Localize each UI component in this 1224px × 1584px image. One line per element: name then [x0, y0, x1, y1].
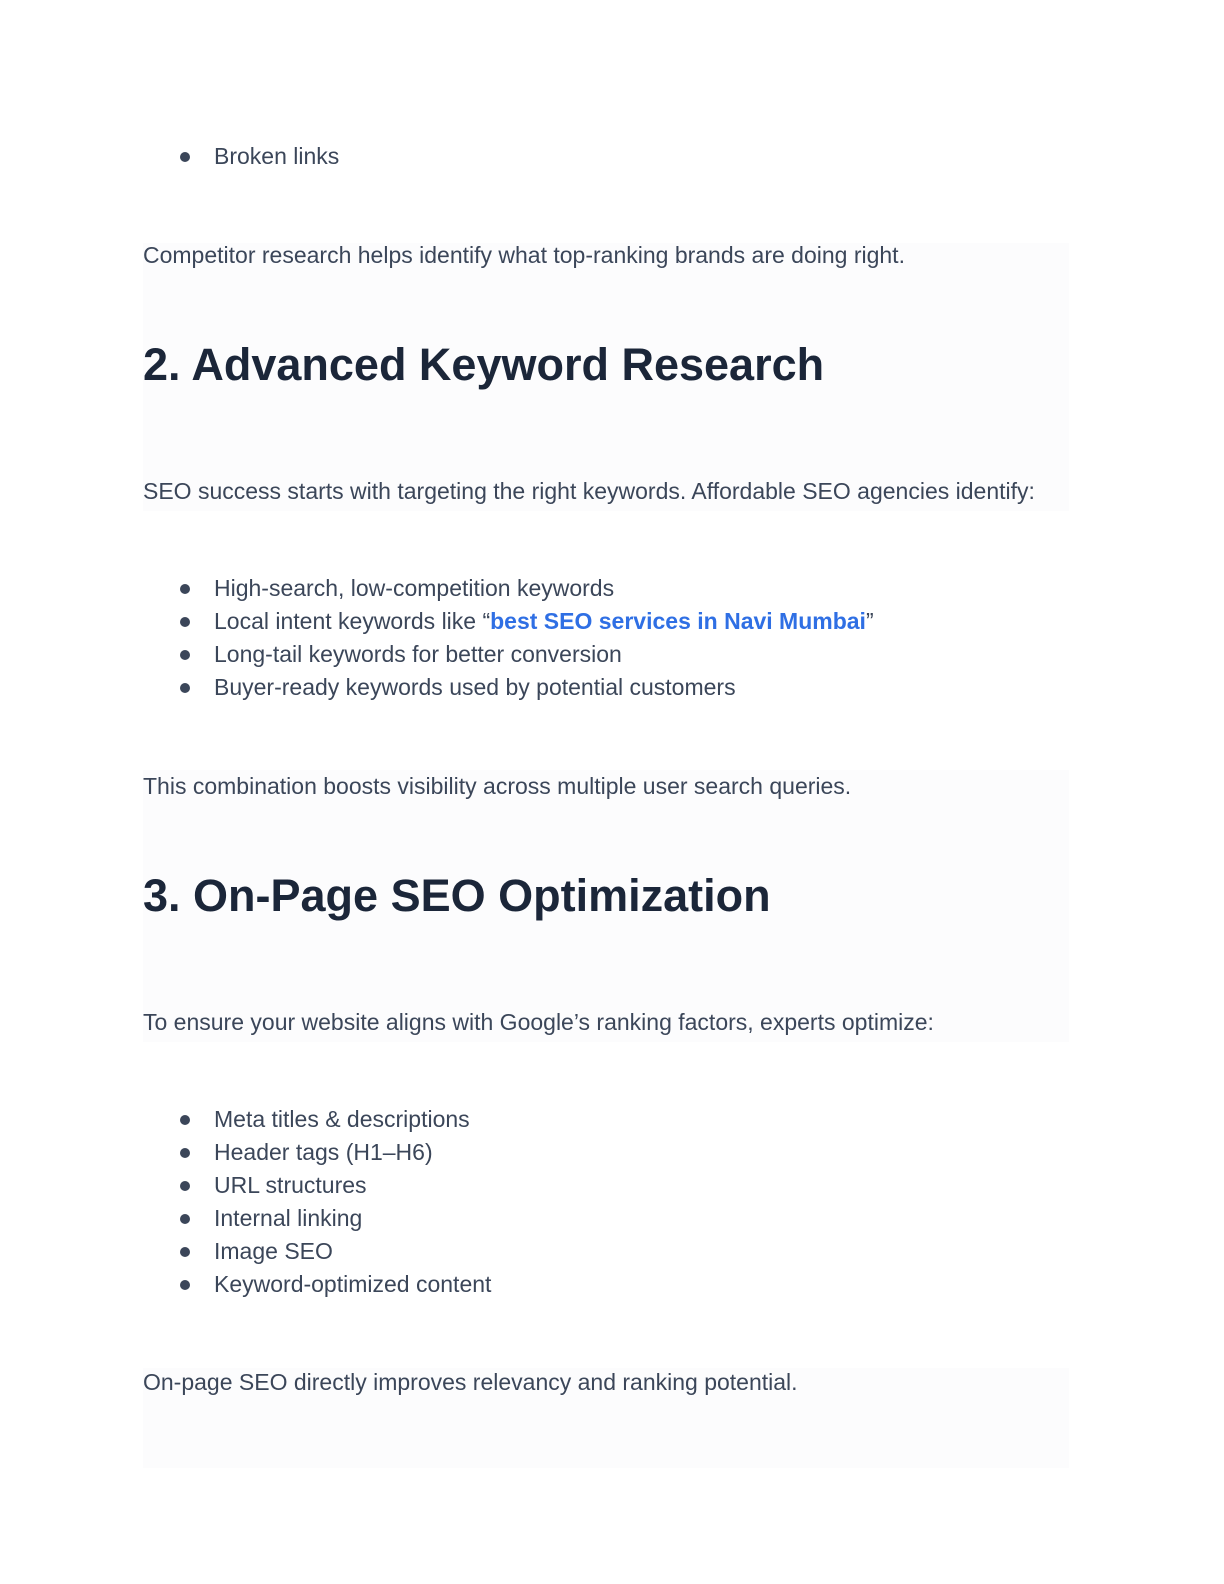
section-3-heading: 3. On-Page SEO Optimization [143, 870, 771, 921]
list-item-text: Long-tail keywords for better conversion [214, 641, 622, 667]
bullet-icon [180, 584, 190, 594]
competitor-paragraph: Competitor research helps identify what top-ranking brands are doing right. [143, 242, 905, 268]
bullet-icon [180, 1115, 190, 1125]
list-item [143, 1268, 491, 1301]
section-2-intro: SEO success starts with targeting the right keywords. Affordable SEO agencies identify: [143, 478, 1035, 504]
top-bullet-list [143, 140, 339, 173]
bullet-icon [180, 1247, 190, 1257]
list-item [143, 1103, 491, 1136]
list-item [143, 1202, 491, 1235]
bullet-icon [180, 1148, 190, 1158]
list-item [143, 572, 874, 605]
list-item [143, 671, 874, 704]
list-item-text: High-search, low-competition keywords [214, 575, 615, 601]
on-page-list [143, 1103, 491, 1301]
bullet-icon [180, 1280, 190, 1290]
list-item [143, 638, 874, 671]
bullet-icon [180, 152, 190, 162]
list-item-text-prefix: Local intent keywords like “ [214, 608, 491, 634]
list-item [143, 605, 874, 638]
list-item [143, 1235, 491, 1268]
list-item [143, 1136, 491, 1169]
list-item-text: Broken links [214, 143, 340, 169]
list-item-text: Image SEO [214, 1238, 333, 1264]
list-item-text: Header tags (H1–H6) [214, 1139, 433, 1165]
section-2-closing: This combination boosts visibility across multiple user search queries. [143, 773, 852, 799]
section-3-closing: On-page SEO directly improves relevancy and ranking potential. [143, 1369, 798, 1395]
keyword-list [143, 572, 874, 704]
list-item [143, 140, 339, 173]
list-item [143, 1169, 491, 1202]
navi-mumbai-seo-link[interactable]: best SEO services in Navi Mumbai [490, 608, 866, 634]
list-item-text: Internal linking [214, 1205, 363, 1231]
list-item-text: URL structures [214, 1172, 367, 1198]
bullet-icon [180, 617, 190, 627]
list-item-text-suffix: ” [865, 608, 874, 634]
section-2-heading: 2. Advanced Keyword Research [143, 339, 825, 390]
bullet-icon [180, 650, 190, 660]
bullet-icon [180, 1214, 190, 1224]
bullet-icon [180, 1181, 190, 1191]
section-3-intro: To ensure your website aligns with Google’s ranking factors, experts optimize: [143, 1009, 934, 1035]
bullet-icon [180, 683, 190, 693]
list-item-text: Meta titles & descriptions [214, 1106, 470, 1132]
list-item-text: Keyword-optimized content [214, 1271, 492, 1297]
list-item-text: Buyer-ready keywords used by potential customers [214, 674, 736, 700]
